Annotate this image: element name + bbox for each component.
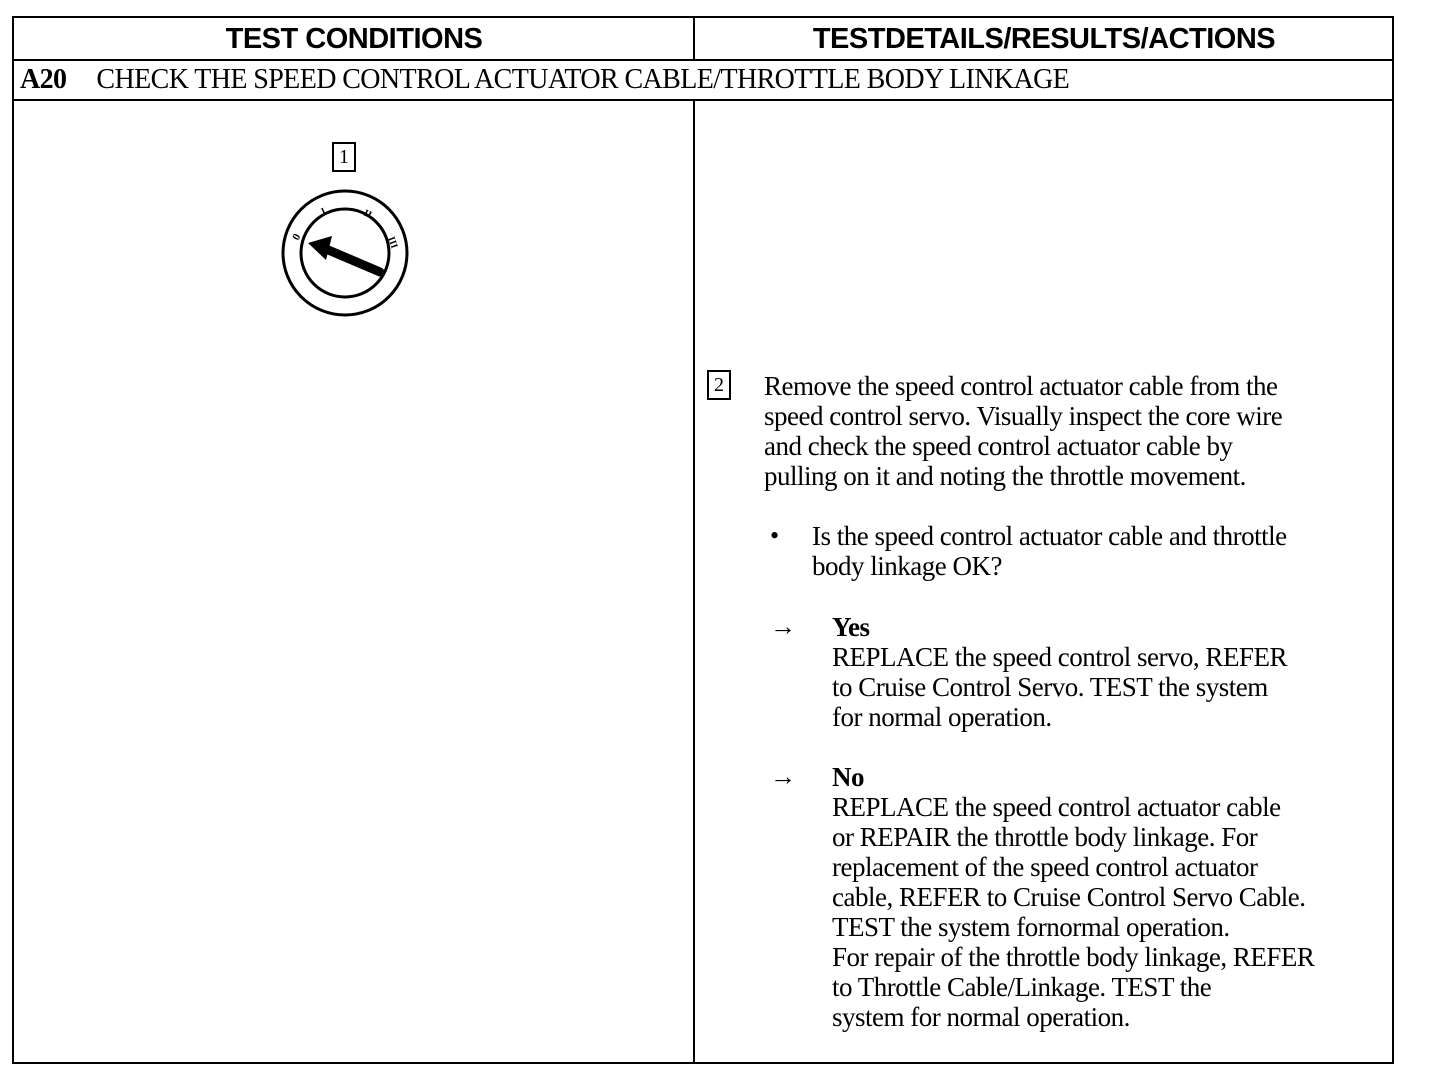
answer-yes-label: Yes: [832, 612, 870, 642]
header-test-details: TESTDETAILS/RESULTS/ACTIONS: [812, 22, 1276, 55]
ignition-label-2: II: [361, 207, 374, 222]
column-divider-header: [693, 18, 695, 60]
ignition-label-1: I: [319, 206, 328, 218]
answer-no-line: For repair of the throttle body linkage, REFER: [832, 942, 1315, 972]
step-title: CHECK THE SPEED CONTROL ACTUATOR CABLE/THROTTLE BODY LINKAGE: [96, 64, 1070, 95]
ignition-label-3: III: [385, 235, 400, 251]
answer-yes: [832, 612, 1287, 732]
answer-no-line: system for normal operation.: [832, 1002, 1130, 1032]
action-instructions: [764, 371, 1282, 491]
header-test-conditions: TEST CONDITIONS: [225, 22, 483, 55]
answer-yes-line: REPLACE the speed control servo, REFER: [832, 642, 1287, 672]
question-text: [812, 521, 1287, 581]
action-line: and check the speed control actuator cable by: [764, 431, 1233, 461]
answer-no-label: No: [832, 762, 864, 792]
ignition-label-0: 0: [290, 231, 304, 243]
step-rule: [14, 99, 1392, 101]
ignition-switch-icon: [280, 188, 410, 318]
step-heading: [20, 61, 1069, 99]
no-arrow-icon: →: [770, 762, 796, 791]
question-bullet: •: [770, 521, 780, 550]
answer-yes-line: for normal operation.: [832, 702, 1052, 732]
answer-no-line: TEST the system fornormal operation.: [832, 912, 1230, 942]
action-line: pulling on it and noting the throttle movement.: [764, 461, 1246, 491]
step-number-box-2: 2: [707, 370, 731, 400]
column-divider-body: [693, 101, 695, 1062]
yes-arrow-icon: →: [770, 612, 796, 641]
question-line: Is the speed control actuator cable and throttle: [812, 521, 1287, 551]
question-line: body linkage OK?: [812, 551, 1002, 581]
ignition-key-pointer: [308, 236, 332, 260]
diagnostic-table: [12, 16, 1394, 1064]
answer-no-line: replacement of the speed control actuator: [832, 852, 1258, 882]
answer-no-line: REPLACE the speed control actuator cable: [832, 792, 1281, 822]
action-line: speed control servo. Visually inspect the core wire: [764, 401, 1283, 431]
answer-no-line: to Throttle Cable/Linkage. TEST the: [832, 972, 1212, 1002]
answer-no-line: cable, REFER to Cruise Control Servo Cable.: [832, 882, 1306, 912]
answer-yes-line: to Cruise Control Servo. TEST the system: [832, 672, 1268, 702]
step-number-box-1: 1: [332, 142, 356, 172]
action-line: Remove the speed control actuator cable from the: [764, 371, 1278, 401]
ignition-key-shaft: [326, 249, 380, 272]
answer-no: [832, 762, 1314, 1032]
step-id: A20: [20, 64, 67, 95]
answer-no-line: or REPAIR the throttle body linkage. For: [832, 822, 1258, 852]
